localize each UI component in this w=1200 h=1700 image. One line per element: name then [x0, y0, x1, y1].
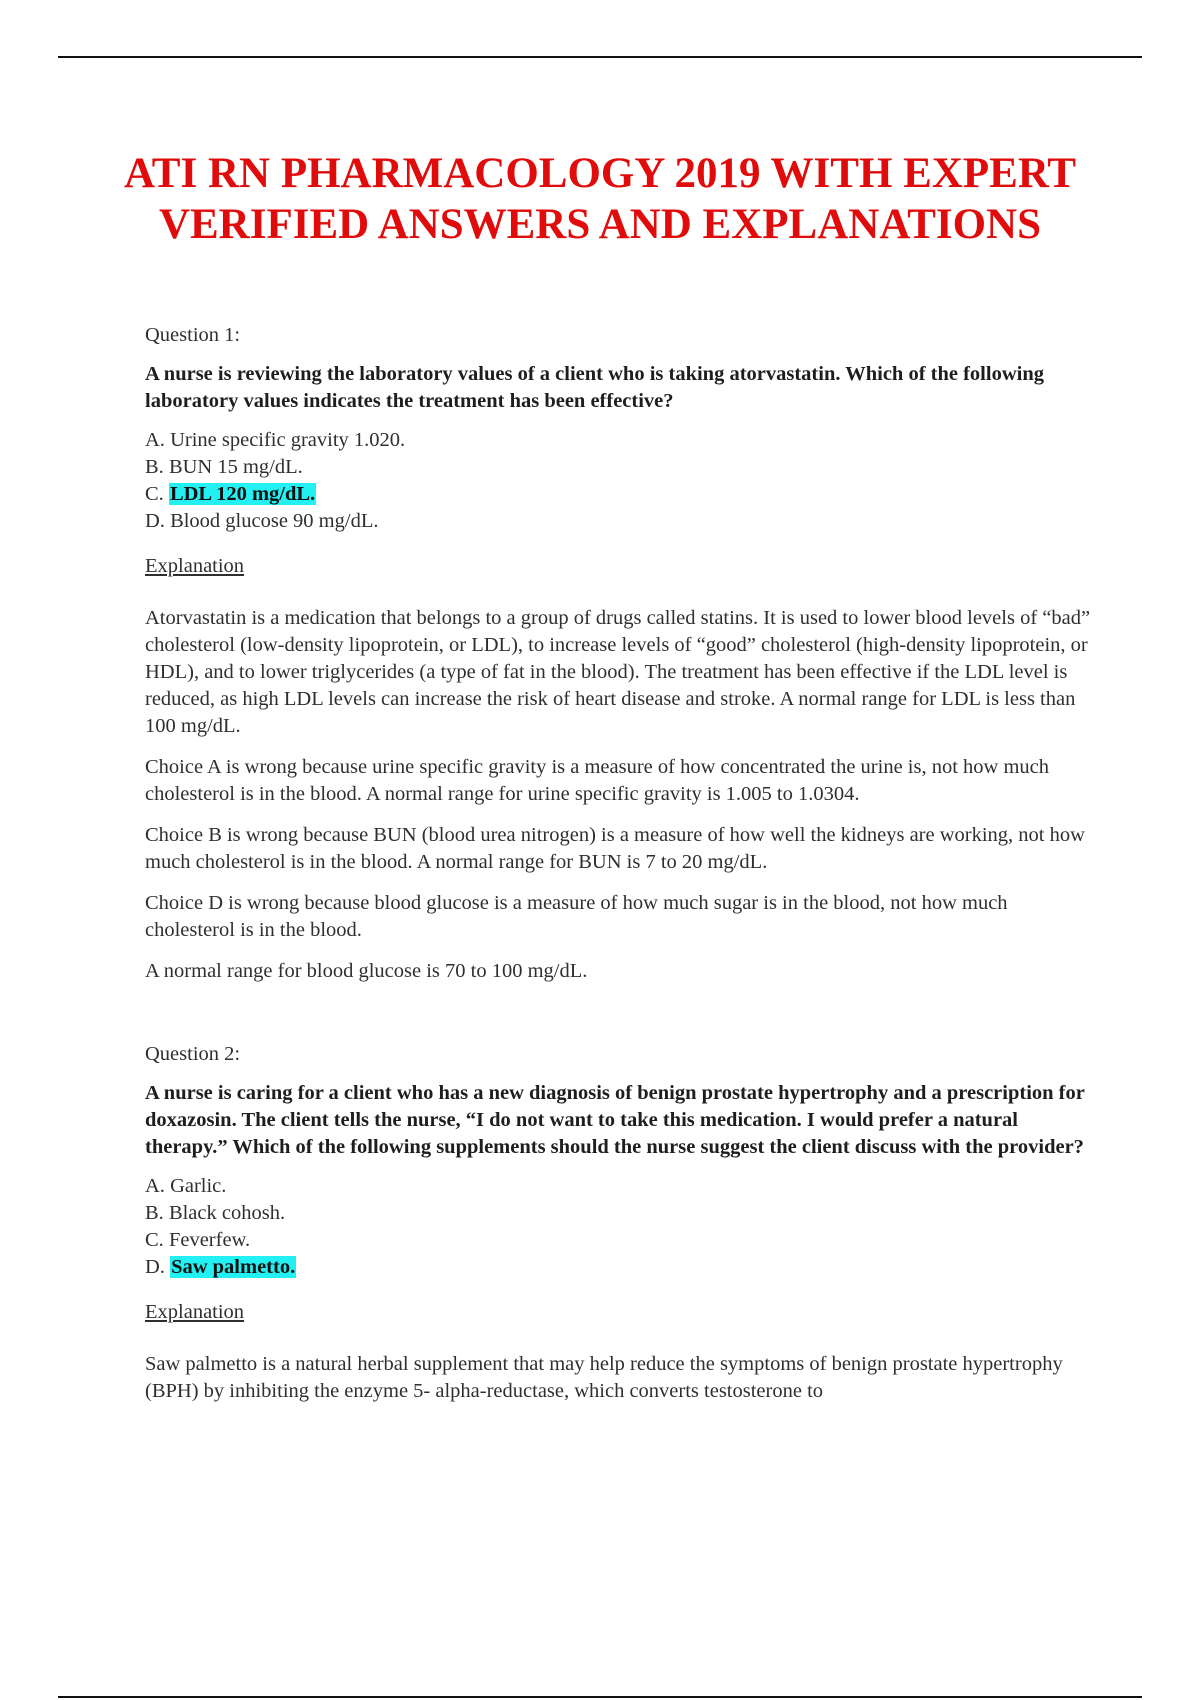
answer-options: [145, 427, 1095, 535]
explanation-paragraph: Choice D is wrong because blood glucose is a measure of how much sugar is in the blood, not how much cholesterol is in the blood.: [145, 892, 1008, 941]
question-text: A nurse is caring for a client who has a new diagnosis of benign prostate hypertrophy and a prescription for doxazosin. The client tells the nurse, “I do not want to take this medication. I would prefer a natural therapy.” Which of the following supplements should the nurse suggest the client discuss with the provider?: [145, 1082, 1085, 1158]
explanation-paragraph: Choice B is wrong because BUN (blood urea nitrogen) is a measure of how well the kidneys are working, not how much cholesterol is in the blood. A normal range for BUN is 7 to 20 mg/dL.: [145, 824, 1085, 873]
explanation-heading: Explanation: [145, 1301, 245, 1323]
answer-options: [145, 1173, 1095, 1281]
option-c: C. Feverfew.: [145, 1229, 251, 1251]
option-d: D. Blood glucose 90 mg/dL.: [145, 510, 379, 532]
correct-answer-highlight: LDL 120 mg/dL.: [169, 483, 316, 505]
explanation-paragraph: Saw palmetto is a natural herbal supplement that may help reduce the symptoms of benign prostate hypertrophy (BPH) by inhibiting the enzyme 5- alpha-reductase, which converts testosterone to: [145, 1353, 1063, 1402]
option-d: D. Saw palmetto.: [145, 1256, 296, 1278]
question-1: [145, 322, 1095, 999]
top-rule: [58, 56, 1142, 58]
option-a: A. Garlic.: [145, 1175, 227, 1197]
question-label: Question 1:: [145, 324, 241, 346]
question-text: A nurse is reviewing the laboratory values of a client who is taking atorvastatin. Which of the following laboratory values indicates the treatment has been effective?: [145, 363, 1044, 412]
option-b: B. Black cohosh.: [145, 1202, 286, 1224]
option-b: B. BUN 15 mg/dL.: [145, 456, 303, 478]
option-a: A. Urine specific gravity 1.020.: [145, 429, 406, 451]
bottom-rule: [58, 1696, 1142, 1698]
correct-answer-highlight: Saw palmetto.: [171, 1256, 296, 1278]
option-c: C. LDL 120 mg/dL.: [145, 483, 316, 505]
question-label: Question 2:: [145, 1043, 241, 1065]
document-title: ATI RN PHARMACOLOGY 2019 WITH EXPERT VERIFIED ANSWERS AND EXPLANATIONS: [123, 150, 1077, 248]
explanation-heading: Explanation: [145, 555, 245, 577]
question-2: [145, 1041, 1095, 1419]
explanation-paragraph: A normal range for blood glucose is 70 to 100 mg/dL.: [145, 960, 588, 982]
explanation-paragraph: Choice A is wrong because urine specific gravity is a measure of how concentrated the urine is, not how much cholesterol is in the blood. A normal range for urine specific gravity is 1.005 to 1.0304.: [145, 756, 1050, 805]
explanation-paragraph: Atorvastatin is a medication that belongs to a group of drugs called statins. It is used to lower blood levels of “bad” cholesterol (low-density lipoprotein, or LDL), to increase levels of “good” cholesterol (high-density lipoprotein, or HDL), and to lower triglycerides (a type of fat in the blood). The treatment has been effective if the LDL level is reduced, as high LDL levels can increase the risk of heart disease and stroke. A normal range for LDL is less than 100 mg/dL.: [145, 607, 1091, 737]
